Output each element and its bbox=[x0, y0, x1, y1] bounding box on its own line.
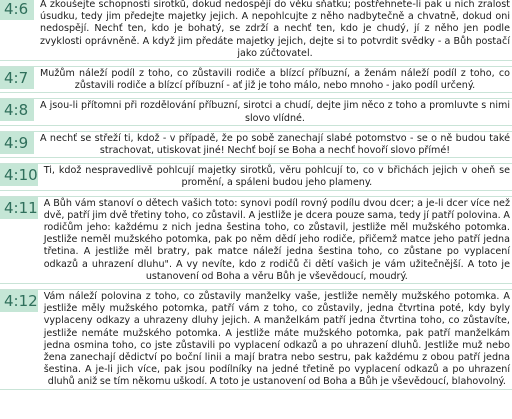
verse-text: Mužům náleží podíl z toho, co zůstavili rodiče a blízcí příbuzní, a ženám náleží podíl z toho, co zůstavili rodiče a blízcí příbuzní - ať již je toho málo, nebo mnoho - jako podíl určený. bbox=[40, 68, 510, 92]
verse-number[interactable]: 4:10 bbox=[0, 164, 38, 186]
verse-text: A Bůh vám stanoví o dětech vašich toto: synovi podíl rovný podílu dvou dcer; a je-li dcer více než dvě, patří jim dvě třetiny toho, co zůstavil. A jestliže je dcera pouze sama, tedy jí patří polovina. A rodičům jeho: každému z nich jedna šestina toho, co zůstavil, jestliže měl mužského potomka. Jestliže neměl mužského potomka, pak po něm dědí jeho rodiče, přičemž matce jeho patří jedna třetina. A jestliže měl bratry, pak matce náleží jedna šestina toho, co zůstane po vyplacení odkazů a uhrazení dluhu". A vy nevíte, kdo z rodičů či dětí vašich je vám užitečnější. A toto je ustanovení od Boha a věru Bůh je vševědoucí, moudrý. bbox=[43, 197, 510, 282]
verse-text: A nechť se střeží ti, kdož - v případě, že po sobě zanechají slabé potomstvo - se o ně budou také strachovat, utiskovat jiné! Nechť bojí se Boha a nechť hovoří slovo přímé! bbox=[40, 132, 510, 157]
verse-text: Ti, kdož nespravedlivě pohlcují majetky sirotků, věru pohlcují to, co v břichách jejich v oheň se promění, a spáleni budou jeho plameny. bbox=[43, 165, 510, 189]
verse-number[interactable]: 4:8 bbox=[0, 99, 34, 121]
verse-number[interactable]: 4:6 bbox=[0, 0, 34, 20]
verse-row bbox=[0, 163, 512, 190]
verse-row bbox=[0, 196, 512, 284]
verse-row bbox=[0, 0, 512, 61]
verse-text: A jsou-li přítomni při rozdělování příbuzní, sirotci a chudí, dejte jim něco z toho a promluvte s nimi slovo vlídné. bbox=[40, 100, 510, 124]
verse-number[interactable]: 4:7 bbox=[0, 67, 34, 89]
verse-row bbox=[0, 66, 512, 93]
verse-number[interactable]: 4:12 bbox=[0, 290, 38, 312]
verse-row bbox=[0, 289, 512, 390]
verse-row bbox=[0, 98, 512, 125]
verse-number[interactable]: 4:11 bbox=[0, 197, 38, 219]
verse-text: Vám náleží polovina z toho, co zůstavily manželky vaše, jestliže neměly mužského potomka. A jestliže měly mužského potomka, patří vám z toho, co zůstavily, jedna čtvrtina poté, kdy byly vyplaceny odkazy a uhrazeny dluhy jejich. A manželkám patří jedna čtvrtina toho, co zůstavíte, jestliže nemáte mužského potomka. A jestliže máte mužského potomka, pak patří manželkám jedna osmina toho, co jste zůstavili po vyplacení odkazů a po uhrazení dluhů. Jestliže muž nebo žena zanechají dědictví po boční linii a mají bratra nebo sestru, pak každému z obou patří jedna šestina. A je-li jich více, pak jsou podílníky na jedné třetině po vyplacení odkazů a po uhrazení dluhů aniž se tím někomu uškodí. A toto je ustanovení od Boha a Bůh je vševědoucí, blahovolný. bbox=[43, 291, 510, 388]
verse-text: A zkoušejte schopnosti sirotků, dokud nedospějí do věku sňatku; postřehnete-li pak u nich zralost úsudku, tedy jim předejte majetky jejich. A nepohlcujte z něho nadbytečně a chvatně, dokud oni nedospějí. Nechť ten, kdo je bohatý, se zdrží a nechť ten, kdo je chudý, jí z něho jen podle zvyklosti oprávněně. A když jim předáte majetky jejich, dejte si to potvrdit svědky - a Bůh postačí jako zúčtovatel. bbox=[40, 0, 510, 59]
verse-number[interactable]: 4:9 bbox=[0, 132, 34, 154]
verse-row bbox=[0, 131, 512, 158]
